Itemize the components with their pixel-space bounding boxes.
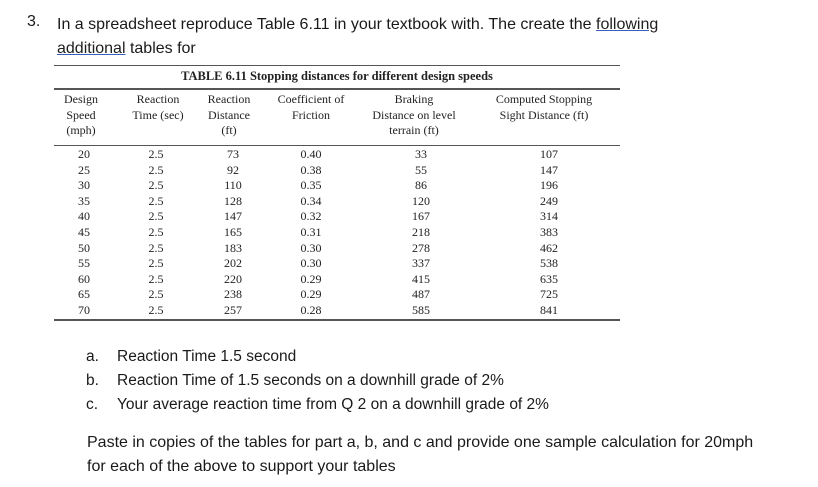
table-top-rule bbox=[54, 65, 620, 66]
reaction-time-column: 2.5 2.5 2.5 2.5 2.5 2.5 2.5 2.5 2.5 2.5 2.5 bbox=[148, 147, 164, 317]
stopping-distance-column: 107 147 196 249 314 383 462 538 635 725 841 bbox=[540, 147, 558, 317]
additional-link[interactable]: additional bbox=[57, 40, 126, 57]
braking-distance-column: 33 55 86 120 167 218 278 337 415 487 585 bbox=[412, 147, 430, 317]
header-braking-distance: Braking Distance on level terrain (ft) bbox=[372, 92, 456, 137]
question-intro: In a spreadsheet reproduce Table 6.11 in your textbook with. The create the bbox=[57, 16, 597, 33]
part-b-text: Reaction Time of 1.5 seconds on a downhill grade of 2% bbox=[117, 372, 504, 389]
part-a-label: a. bbox=[86, 348, 99, 365]
question-number: 3. bbox=[27, 13, 41, 30]
friction-column: 0.40 0.38 0.35 0.34 0.32 0.31 0.30 0.30 0.29 0.29 0.28 bbox=[300, 147, 322, 317]
question-outro: tables for bbox=[125, 40, 196, 57]
part-c-label: c. bbox=[86, 396, 99, 413]
table-title: TABLE 6.11 Stopping distances for different design speeds bbox=[181, 69, 493, 83]
header-stopping-distance: Computed Stopping Sight Distance (ft) bbox=[495, 92, 593, 122]
part-b-label: b. bbox=[86, 372, 99, 389]
part-a-text: Reaction Time 1.5 second bbox=[117, 348, 297, 365]
header-reaction-time: Reaction Time (sec) bbox=[132, 92, 184, 122]
header-reaction-distance: Reaction Distance (ft) bbox=[207, 92, 251, 137]
header-bottom-rule bbox=[54, 145, 620, 146]
stopping-distance-table bbox=[54, 63, 620, 321]
header-friction: Coefficient of Friction bbox=[277, 92, 345, 122]
instructions-paragraph: Paste in copies of the tables for part a, b, and c and provide one sample calculation for 20mph for each of the above to support your tables bbox=[87, 434, 754, 475]
reaction-distance-column: 73 92 110 128 147 165 183 202 220 238 257 bbox=[224, 147, 242, 317]
header-top-rule bbox=[54, 88, 620, 90]
part-c-text: Your average reaction time from Q 2 on a downhill grade of 2% bbox=[117, 396, 549, 413]
header-design-speed: Design Speed (mph) bbox=[64, 92, 98, 137]
following-link[interactable]: following bbox=[596, 16, 659, 33]
question-text bbox=[57, 13, 757, 61]
table-bottom-rule bbox=[54, 319, 620, 321]
speed-column: 20 25 30 35 40 45 50 55 60 65 70 bbox=[78, 147, 90, 317]
